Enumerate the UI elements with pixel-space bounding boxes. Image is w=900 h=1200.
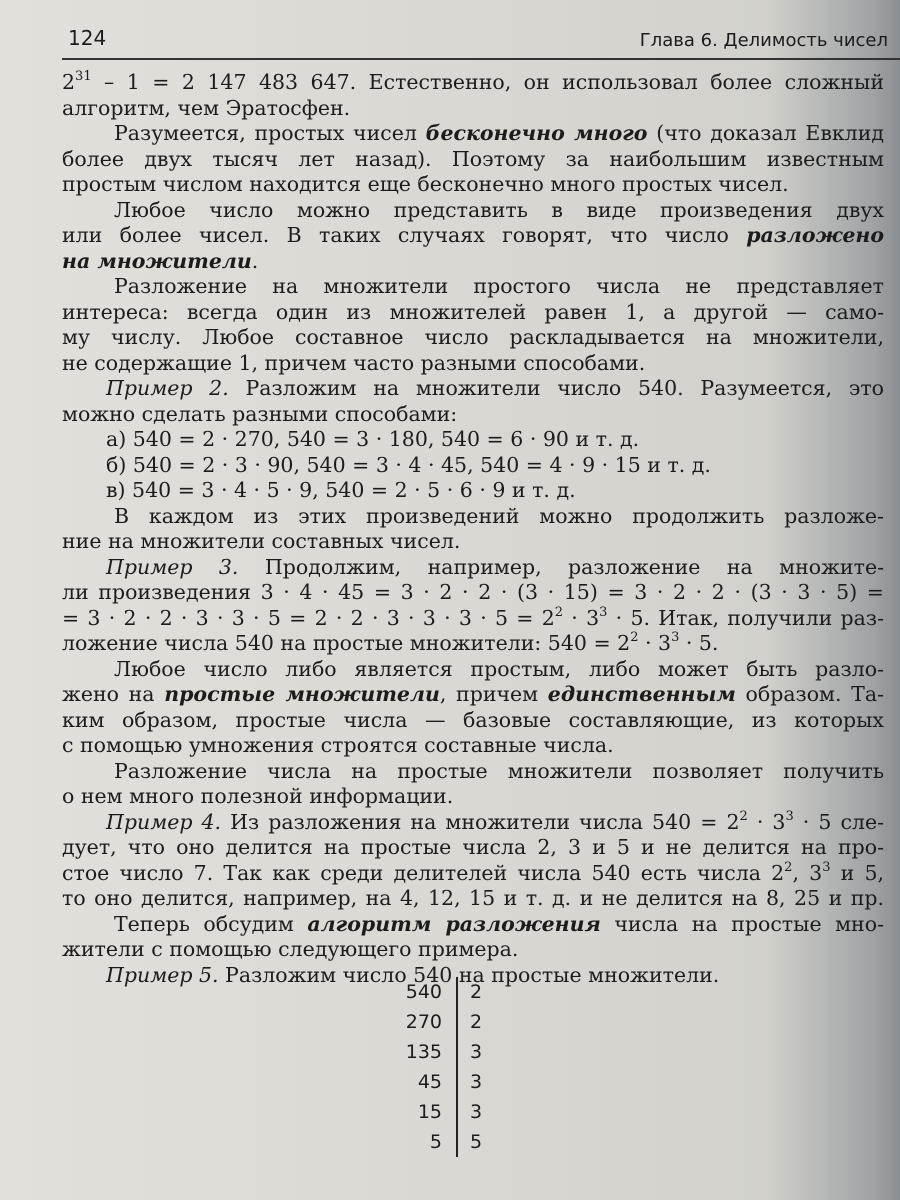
text-line: жено на простые множители, причем единственным образом. Та- xyxy=(62,682,884,706)
text-line: ли произведения 3 · 4 · 45 = 3 · 2 · 2 · (3 · 15) = 3 · 2 · 2 · (3 · 3 · 5) = xyxy=(62,580,884,604)
emphasis: разложено xyxy=(746,223,884,247)
text-line: или более чисел. В таких случаях говорят, что число разложено xyxy=(62,223,884,247)
factor-divisor: 3 xyxy=(470,1071,483,1093)
factor-divisor: 3 xyxy=(470,1041,483,1063)
text-line: простым числом находится еще бесконечно много простых чисел. xyxy=(62,172,789,196)
text-line: не содержащие 1, причем часто разными способами. xyxy=(62,350,646,375)
example-label: Пример 4. xyxy=(106,809,222,834)
factor-number: 540 xyxy=(398,977,457,1007)
factor-number: 5 xyxy=(398,1127,457,1157)
text-line: Пример 4. Из разложения на множители числа $540 = 2^2 \cdot 3^3 \cdot 5$ сле- xyxy=(106,808,885,834)
factor-number: 135 xyxy=(398,1037,457,1067)
factor-row xyxy=(398,1067,500,1097)
header-rule xyxy=(62,58,900,60)
example-label: Пример 5. xyxy=(106,962,219,987)
text-line: Разложение на множители простого числа не представляет xyxy=(114,274,884,298)
text-line: = $3 \cdot 2 \cdot 2 \cdot 3 \cdot 3 \cdot 5 = 2 \cdot 2 \cdot 3 \cdot 3 \cdot 3 \cdot 5 = 2^2 \cdot 3^3 \cdot 5$. Итак, получили раз- xyxy=(62,604,884,630)
factor-row xyxy=(398,1007,500,1037)
emphasis: алгоритм разложения xyxy=(307,911,601,936)
text-line: дует, что оно делится на простые числа 2, 3 и 5 и не делится на про- xyxy=(62,835,884,859)
factor-row xyxy=(398,1037,500,1067)
factor-number: 45 xyxy=(398,1067,457,1097)
factor-number: 15 xyxy=(398,1097,457,1127)
emphasis: простые множители xyxy=(164,682,440,706)
example-label: Пример 2. xyxy=(106,376,229,400)
text-line: Пример 5. Разложим число 540 на простые множители. xyxy=(106,962,720,987)
text-line: Пример 3. Продолжим, например, разложение на множите- xyxy=(106,554,884,579)
text-line: му числу. Любое составное число раскладывается на множители, xyxy=(62,325,884,349)
emphasis: бесконечно много xyxy=(425,121,648,145)
text-line: Теперь обсудим алгоритм разложения числа на простые мно- xyxy=(114,911,884,936)
emphasis: единственным xyxy=(547,682,736,706)
page-text xyxy=(62,70,884,988)
text-line: то оно делится, например, на 4, 12, 15 и т. д. и не делится на 8, 25 и пр. xyxy=(62,886,884,910)
text-line: о нем много полезной информации. xyxy=(62,784,454,808)
text-line: а) 540 = 2 · 270, 540 = 3 · 180, 540 = 6 · 90 и т. д. xyxy=(106,427,640,451)
text-line: ким образом, простые числа — базовые составляющие, из которых xyxy=(62,707,884,732)
text-line: б) 540 = 2 · 3 · 90, 540 = 3 · 4 · 45, 540 = 4 · 9 · 15 и т. д. xyxy=(106,452,711,477)
factor-divisor: 5 xyxy=(470,1131,483,1153)
page-header xyxy=(62,26,900,56)
text-line: жители с помощью следующего примера. xyxy=(62,937,519,961)
text-line: Разумеется, простых чисел бесконечно много (что доказал Евклид xyxy=(114,121,884,145)
text-line: Пример 2. Разложим на множители число 540. Разумеется, это xyxy=(106,376,884,400)
text-line: В каждом из этих произведений можно продолжить разложе- xyxy=(114,503,884,528)
text-line: на множители. xyxy=(62,248,259,273)
factor-row xyxy=(398,1097,500,1127)
text-line: ложение числа 540 на простые множители: $540 = 2^2 \cdot 3^3 \cdot 5$. xyxy=(62,630,719,655)
text-line: алгоритм, чем Эратосфен. xyxy=(62,95,351,120)
page-number: 124 xyxy=(68,26,107,50)
factorization-table xyxy=(398,977,500,1157)
emphasis: на множители xyxy=(62,248,252,273)
text-line: Любое число либо является простым, либо может быть разло- xyxy=(114,656,884,681)
factor-row xyxy=(398,977,500,1007)
text-line: более двух тысяч лет назад). Поэтому за наибольшим известным xyxy=(62,146,884,171)
example-label: Пример 3. xyxy=(106,554,239,579)
factor-divisor: 2 xyxy=(470,1011,483,1033)
factor-divisor: 3 xyxy=(470,1101,483,1123)
running-title: Глава 6. Делимость чисел xyxy=(639,30,888,51)
text-line: интереса: всегда один из множителей равен 1, а другой — само- xyxy=(62,299,884,324)
text-line: $2^{31} - 1 = 2$ 147 483 647. Естественно, он использовал более сложный xyxy=(62,69,884,94)
factor-number: 270 xyxy=(398,1007,457,1037)
text-line: Разложение числа на простые множители позволяет получить xyxy=(114,758,884,783)
text-line: Любое число можно представить в виде произведения двух xyxy=(114,197,884,222)
text-line: с помощью умножения строятся составные числа. xyxy=(62,733,614,757)
text-line: стое число 7. Так как среди делителей числа 540 есть числа $2^2$, $3^3$ и 5, xyxy=(62,859,885,885)
text-line: в) 540 = 3 · 4 · 5 · 9, 540 = 2 · 5 · 6 · 9 и т. д. xyxy=(106,478,576,502)
text-line: ние на множители составных чисел. xyxy=(62,529,461,553)
text-line: можно сделать разными способами: xyxy=(62,401,458,426)
factor-row xyxy=(398,1127,500,1157)
factor-divisor: 2 xyxy=(470,981,483,1003)
